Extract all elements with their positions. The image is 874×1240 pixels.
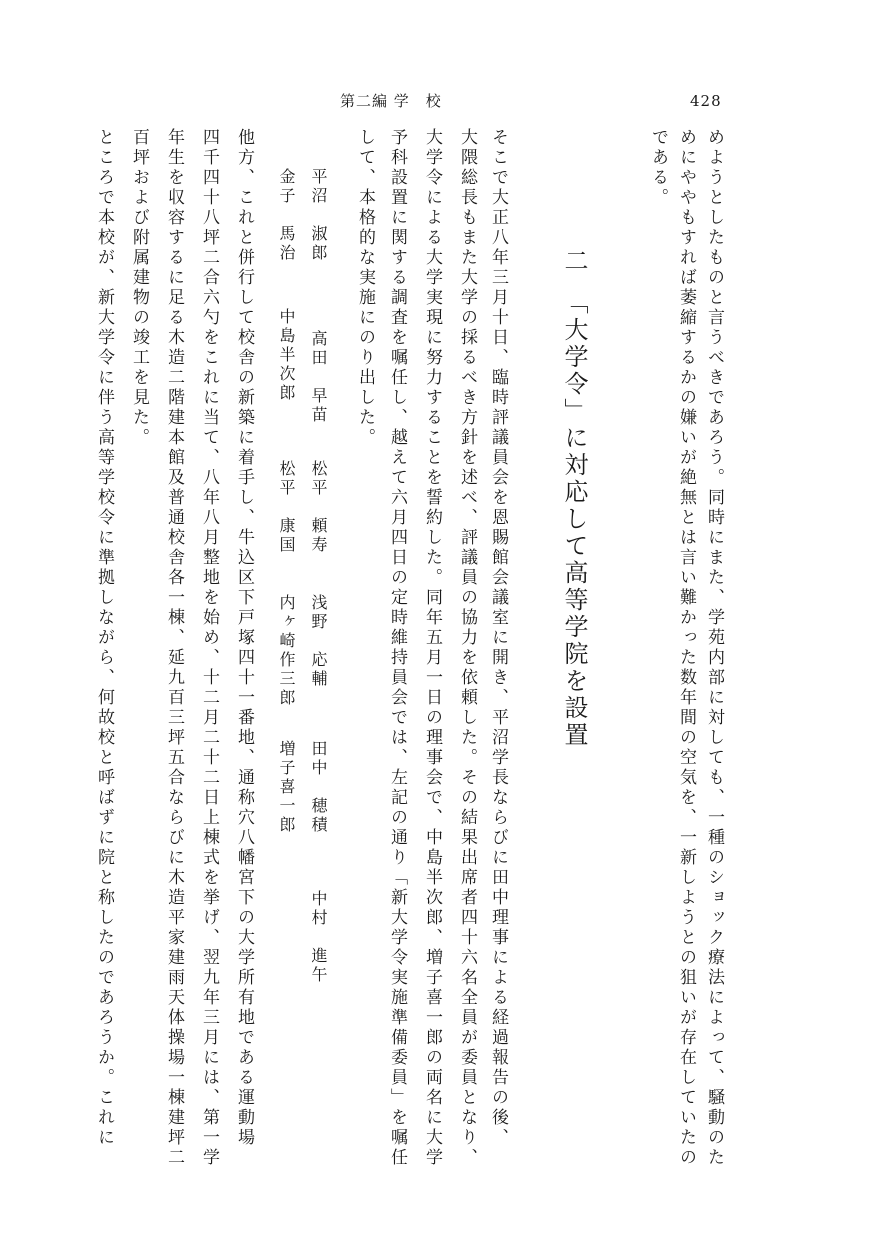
running-head: 第二編 学 校 [340, 92, 442, 110]
construction-line-3: 年生を収容するに足る木造二階建本館及普通校舎各一棟、延九百三坪五合ならびに木造平家建雨天体操場一棟建坪二 [164, 128, 184, 1168]
final-line-1: ところで本校が、新大学令に伴う高等学校令に準拠しながら、何故校と呼ばずに院と称したのであろうか。これに [94, 128, 114, 1148]
committee-line-1: そこで大正八年三月十日、臨時評議員会を恩賜館会議室に開き、平沼学長ならびに田中理事による経過報告の後、 [488, 128, 508, 1148]
member-name: 浅野 応輔 [309, 594, 328, 689]
construction-line-2: 四千四十八坪二合六勺をこれに当て、八年八月整地を始め、十二月二十二日上棟式を挙げ、翌九年三月には、第一学 [199, 128, 219, 1168]
committee-line-5: して、本格的な実施にのり出した。 [355, 128, 375, 448]
page-number: 428 [690, 92, 722, 110]
committee-line-2: 大隈総長もまた大学の採るべき方針を述べ、評議員の協力を依頼した。その結果出席者四十六名全員が委員となり、 [457, 128, 477, 1168]
intro-line-2: めにややもすれば萎縮するかの嫌いが絶無とは言い難かった数年間の空気を、一新しようとの狙いが存在していたの [676, 128, 696, 1168]
committee-line-3: 大学令による大学実現に努力することを誓約した。同年五月一日の理事会で、中島半次郎、増子喜一郎の両名に大学 [422, 128, 442, 1168]
member-name: 田中 穂積 [309, 740, 328, 835]
member-name: 金子 馬治 [277, 168, 296, 263]
member-name: 松平 頼寿 [309, 460, 328, 555]
member-name: 中村 進午 [309, 890, 328, 985]
member-name: 中島半次郎 [277, 308, 296, 403]
intro-line-3: である。 [648, 128, 668, 208]
construction-line-1: 他方、これと併行して校舎の新築に着手し、牛込区下戸塚四十一番地、通称穴八幡宮下の大学所有地である運動場 [234, 128, 254, 1148]
section-heading: 二 「大学令」に対応して高等学院を設置 [560, 248, 588, 749]
committee-line-4: 予科設置に関する調査を嘱任し、越えて六月四日の定時維持員会では、左記の通り「新大学令実施準備委員」を嘱任 [387, 128, 407, 1168]
member-name: 松平 康国 [277, 460, 296, 555]
member-name: 平沼 淑郎 [309, 168, 328, 263]
member-name: 高田 早苗 [309, 330, 328, 425]
intro-line-1: めようとしたものと言うべきであろう。同時にまた、学苑内部に対しても、一種のショック療法によって、騒動のた [704, 128, 724, 1168]
member-name: 内ヶ崎作三郎 [277, 594, 296, 708]
member-name: 増子喜一郎 [277, 740, 296, 835]
construction-line-4: 百坪および附属建物の竣工を見た。 [129, 128, 149, 448]
